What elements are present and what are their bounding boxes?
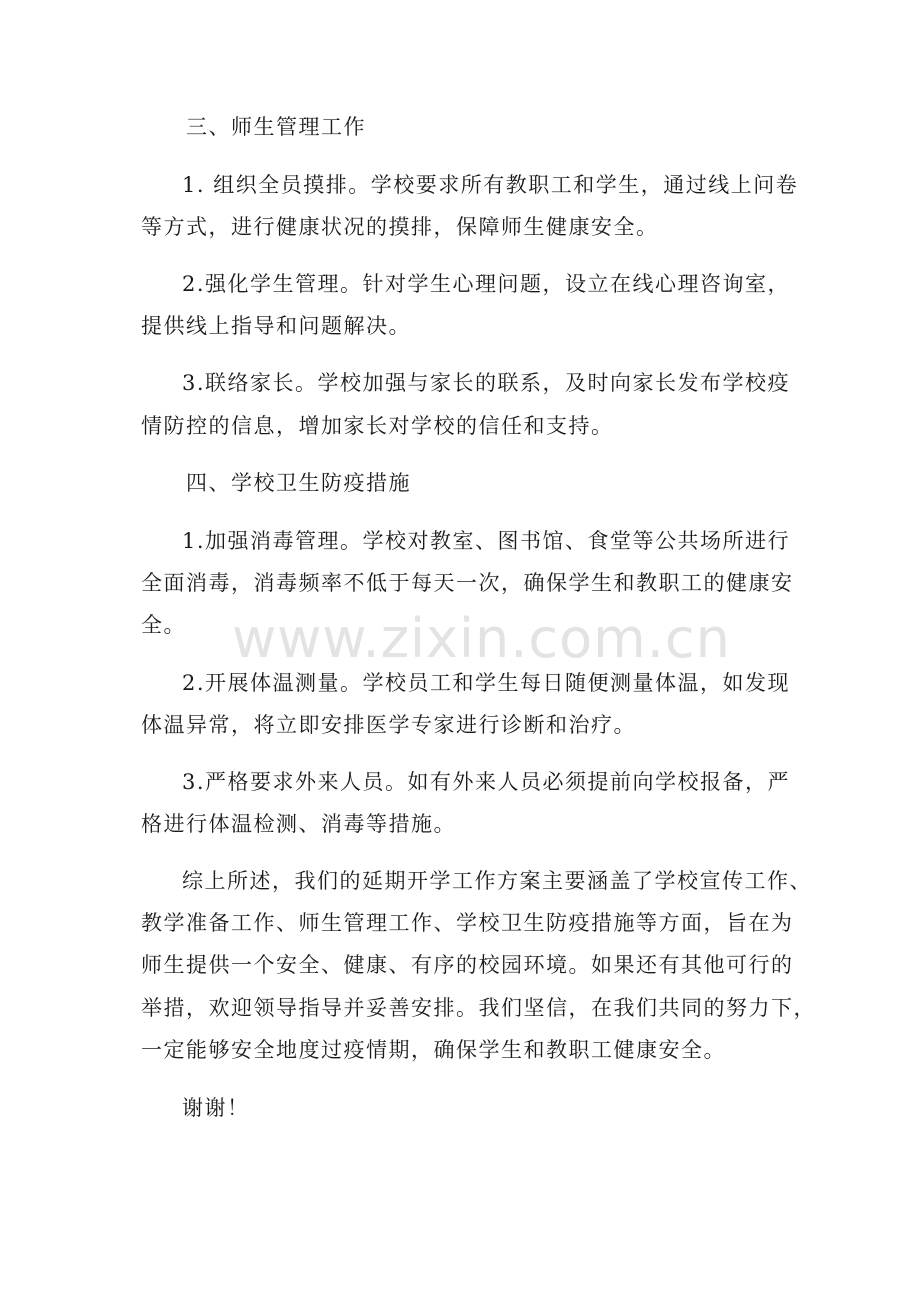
closing: 谢谢！ xyxy=(182,1096,250,1120)
section3-item3-line1: 3.联络家长。学校加强与家长的联系，及时向家长发布学校疫 xyxy=(182,371,791,395)
watermark: www.zixin.com.cn xyxy=(232,607,731,670)
section4-item2-line2: 体温异常，将立即安排医学专家进行诊断和治疗。 xyxy=(141,713,636,737)
summary-line5: 一定能够安全地度过疫情期，确保学生和教职工健康安全。 xyxy=(141,1038,726,1062)
section3-item3-line2: 情防控的信息，增加家长对学校的信任和支持。 xyxy=(141,414,614,438)
section3-item2-line2: 提供线上指导和问题解决。 xyxy=(141,314,411,338)
section4-item3-line2: 格进行体温检测、消毒等措施。 xyxy=(141,812,456,836)
section3-heading: 三、师生管理工作 xyxy=(186,115,366,139)
section3-item1-line1: 1. 组织全员摸排。学校要求所有教职工和学生，通过线上问卷 xyxy=(182,173,799,197)
section4-item1-line2: 全面消毒，消毒频率不低于每天一次，确保学生和教职工的健康安 xyxy=(141,571,794,595)
summary-line3: 师生提供一个安全、健康、有序的校园环境。如果还有其他可行的 xyxy=(141,953,794,977)
section4-item1-line3: 全。 xyxy=(141,613,186,637)
section4-item3-line1: 3.严格要求外来人员。如有外来人员必须提前向学校报备，严 xyxy=(182,770,791,794)
section4-item2-line1: 2.开展体温测量。学校员工和学生每日随便测量体温，如发现 xyxy=(182,671,791,695)
section4-heading: 四、学校卫生防疫措施 xyxy=(186,471,411,495)
section3-item1-line2: 等方式，进行健康状况的摸排，保障师生健康安全。 xyxy=(141,215,659,239)
summary-line2: 教学准备工作、师生管理工作、学校卫生防疫措施等方面，旨在为 xyxy=(141,911,794,935)
summary-line1: 综上所述，我们的延期开学工作方案主要涵盖了学校宣传工作、 xyxy=(182,869,812,893)
section3-item2-line1: 2.强化学生管理。针对学生心理问题，设立在线心理咨询室， xyxy=(182,272,791,296)
section4-item1-line1: 1.加强消毒管理。学校对教室、图书馆、食堂等公共场所进行 xyxy=(182,529,791,553)
summary-line4: 举措，欢迎领导指导并妥善安排。我们坚信，在我们共同的努力下， xyxy=(141,996,816,1020)
